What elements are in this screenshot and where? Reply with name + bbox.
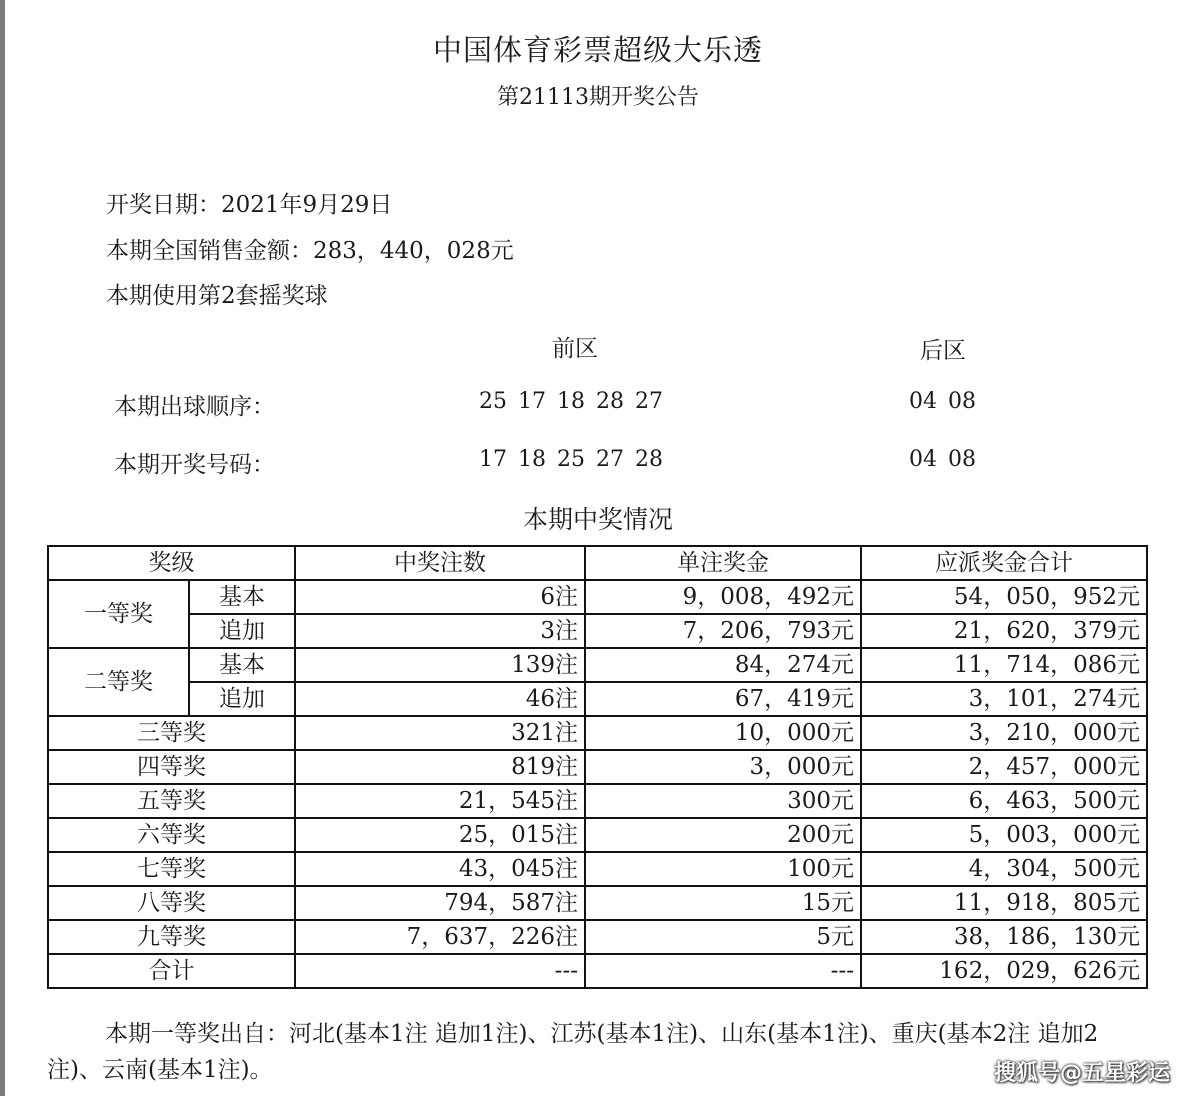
prize-level-name: 八等奖 — [48, 886, 295, 920]
total-prize: 5，003，000元 — [861, 818, 1147, 852]
table-row — [48, 682, 1147, 716]
winning-numbers-front: 17 18 25 27 28 — [479, 447, 663, 472]
table-row — [48, 716, 1147, 750]
table-total-row — [48, 954, 1147, 988]
total-prize: 11，918，805元 — [861, 886, 1147, 920]
table-row — [48, 852, 1147, 886]
win-count: 321注 — [295, 716, 585, 750]
total-prize: 21，620，379元 — [861, 614, 1147, 648]
total-prize: 3，210，000元 — [861, 716, 1147, 750]
win-count: 46注 — [295, 682, 585, 716]
win-count: 43，045注 — [295, 852, 585, 886]
issue-subtitle: 第21113期开奖公告 — [497, 85, 699, 110]
win-count: 3注 — [295, 614, 585, 648]
section-title: 本期中奖情况 — [522, 505, 673, 534]
unit-prize: 67，419元 — [585, 682, 861, 716]
front-zone-header: 前区 — [552, 336, 598, 362]
page-title: 中国体育彩票超级大乐透 — [432, 33, 763, 67]
unit-prize: 200元 — [585, 818, 861, 852]
total-prize: 3，101，274元 — [861, 682, 1147, 716]
table-header-row — [48, 546, 1147, 580]
total-prize: 54，050，952元 — [861, 580, 1147, 614]
unit-prize: 84，274元 — [585, 648, 861, 682]
unit-prize: 15元 — [585, 886, 861, 920]
table-row — [48, 648, 1147, 682]
prize-type: 基本 — [189, 580, 295, 614]
header-unit-prize: 单注奖金 — [585, 546, 861, 580]
prize-level-name: 六等奖 — [48, 818, 295, 852]
unit-prize: 300元 — [585, 784, 861, 818]
total-count: --- — [295, 954, 585, 988]
unit-prize: 5元 — [585, 920, 861, 954]
draw-order-back: 04 08 — [909, 389, 976, 414]
prize-type: 追加 — [189, 614, 295, 648]
grand-total-prize: 162，029，626元 — [861, 954, 1147, 988]
total-prize: 6，463，500元 — [861, 784, 1147, 818]
prize-level-name: 七等奖 — [48, 852, 295, 886]
prize-level-name: 二等奖 — [48, 648, 189, 716]
sales-amount: 本期全国销售金额：283，440，028元 — [106, 238, 514, 264]
total-label: 合计 — [48, 954, 295, 988]
winning-numbers-back: 04 08 — [909, 447, 976, 472]
win-count: 7，637，226注 — [295, 920, 585, 954]
left-edge-border — [0, 0, 5, 1096]
win-count: 819注 — [295, 750, 585, 784]
header-win-count: 中奖注数 — [295, 546, 585, 580]
unit-prize: 10，000元 — [585, 716, 861, 750]
table-row — [48, 750, 1147, 784]
prize-level-name: 一等奖 — [48, 580, 189, 648]
prize-level-name: 四等奖 — [48, 750, 295, 784]
watermark: 搜狐号@五星彩运 — [993, 1061, 1170, 1086]
table-row — [48, 886, 1147, 920]
total-unit-prize: --- — [585, 954, 861, 988]
unit-prize: 3，000元 — [585, 750, 861, 784]
ball-set: 本期使用第2套摇奖球 — [106, 283, 328, 309]
total-prize: 38，186，130元 — [861, 920, 1147, 954]
prize-level-name: 五等奖 — [48, 784, 295, 818]
unit-prize: 100元 — [585, 852, 861, 886]
winning-numbers-label: 本期开奖号码： — [114, 452, 275, 478]
table-row — [48, 818, 1147, 852]
win-count: 794，587注 — [295, 886, 585, 920]
prize-type: 基本 — [189, 648, 295, 682]
win-count: 21，545注 — [295, 784, 585, 818]
win-count: 139注 — [295, 648, 585, 682]
draw-order-front: 25 17 18 28 27 — [479, 389, 663, 414]
table-row — [48, 784, 1147, 818]
header-total-prize: 应派奖金合计 — [861, 546, 1147, 580]
table-row — [48, 614, 1147, 648]
table-row — [48, 920, 1147, 954]
win-count: 25，015注 — [295, 818, 585, 852]
draw-order-label: 本期出球顺序： — [114, 394, 275, 420]
prize-level-name: 九等奖 — [48, 920, 295, 954]
table-row — [48, 580, 1147, 614]
unit-prize: 7，206，793元 — [585, 614, 861, 648]
unit-prize: 9，008，492元 — [585, 580, 861, 614]
draw-date: 开奖日期：2021年9月29日 — [106, 192, 393, 218]
total-prize: 11，714，086元 — [861, 648, 1147, 682]
win-count: 6注 — [295, 580, 585, 614]
first-prize-regions: 本期一等奖出自：河北(基本1注 追加1注)、江苏(基本1注)、山东(基本1注)、重庆(基本2注 追加2注)、云南(基本1注)。 — [47, 1021, 1099, 1083]
header-prize-level: 奖级 — [48, 546, 295, 580]
prize-type: 追加 — [189, 682, 295, 716]
prize-table — [47, 545, 1148, 989]
total-prize: 2，457，000元 — [861, 750, 1147, 784]
total-prize: 4，304，500元 — [861, 852, 1147, 886]
prize-level-name: 三等奖 — [48, 716, 295, 750]
back-zone-header: 后区 — [920, 338, 966, 364]
